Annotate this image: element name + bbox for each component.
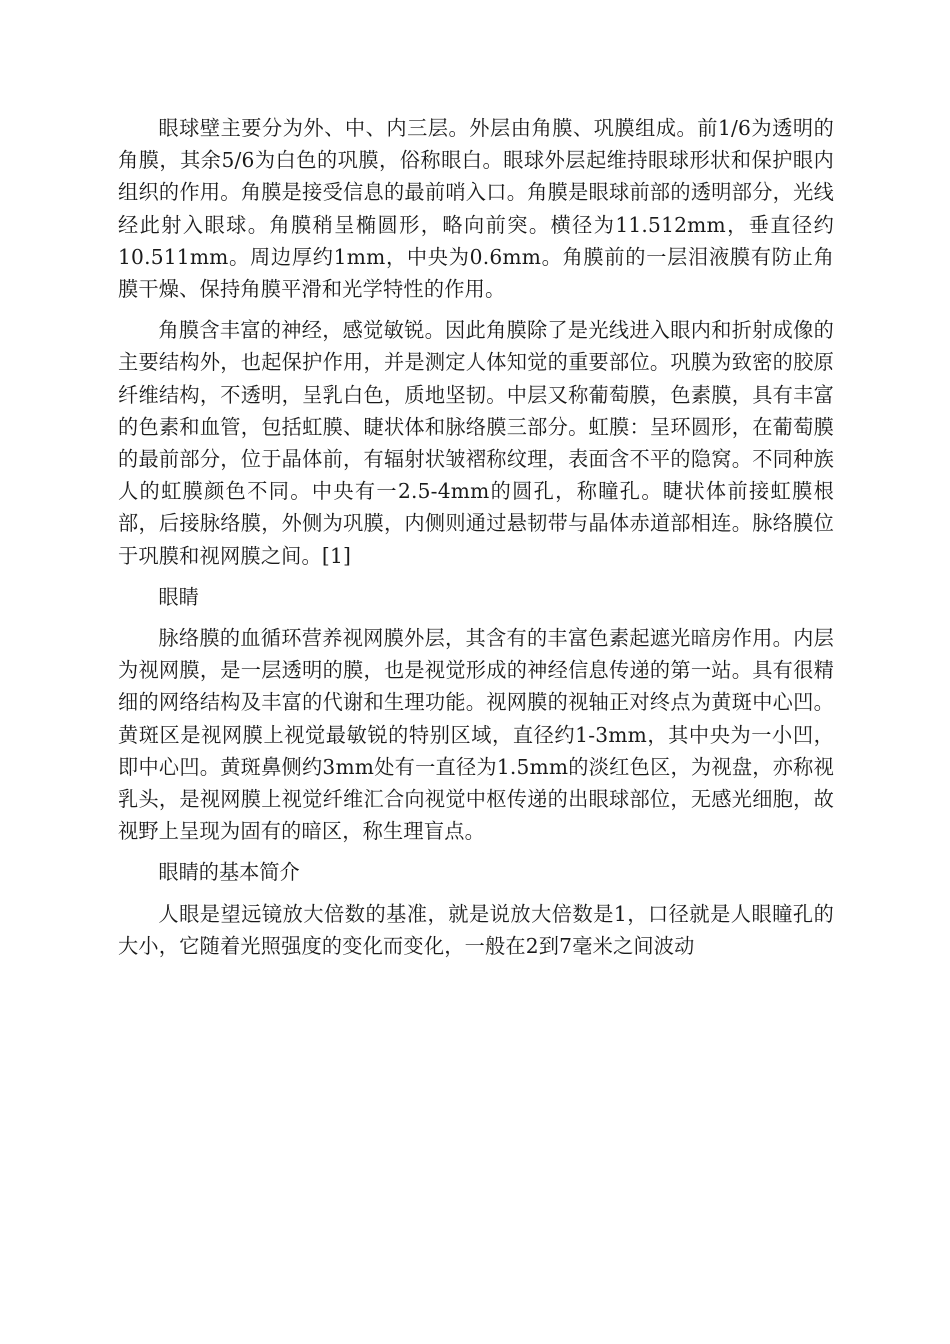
paragraph-cornea-nerves: 角膜含丰富的神经，感觉敏锐。因此角膜除了是光线进入眼内和折射成像的主要结构外，也起保护作用，并是测定人体知觉的重要部位。巩膜为致密的胶原纤维结构，不透明，呈乳白色，质地坚韧。中层又称葡萄膜，色素膜，具有丰富的色素和血管，包括虹膜、睫状体和脉络膜三部分。虹膜：呈环圆形，在葡萄膜的最前部分，位于晶体前，有辐射状皱褶称纹理，表面含不平的隐窝。不同种族人的虹膜颜色不同。中央有一2.5-4mm的圆孔，称瞳孔。睫状体前接虹膜根部，后接脉络膜，外侧为巩膜，内侧则通过悬韧带与晶体赤道部相连。脉络膜位于巩膜和视网膜之间。[1] — [118, 318, 834, 568]
section-heading-eye-intro: 眼睛的基本简介 — [158, 860, 300, 885]
document-page — [118, 112, 834, 971]
paragraph-eyeball-wall: 眼球壁主要分为外、中、内三层。外层由角膜、巩膜组成。前1/6为透明的角膜，其余5/6为白色的巩膜，俗称眼白。眼球外层起维持眼球形状和保护眼内组织的作用。角膜是接受信息的最前哨入口。角膜是眼球前部的透明部分，光线经此射入眼球。角膜稍呈椭圆形，略向前突。横径为11.512mm，垂直径约10.511mm。周边厚约1mm，中央为0.6mm。角膜前的一层泪液膜有防止角膜干燥、保持角膜平滑和光学特性的作用。 — [118, 116, 834, 302]
paragraph-choroid-retina: 脉络膜的血循环营养视网膜外层，其含有的丰富色素起遮光暗房作用。内层为视网膜，是一层透明的膜，也是视觉形成的神经信息传递的第一站。具有很精细的网络结构及丰富的代谢和生理功能。视网膜的视轴正对终点为黄斑中心凹。黄斑区是视网膜上视觉最敏锐的特别区域，直径约1-3mm，其中央为一小凹，即中心凹。黄斑鼻侧约3mm处有一直径为1.5mm的淡红色区，为视盘，亦称视乳头，是视网膜上视觉纤维汇合向视觉中枢传递的出眼球部位，无感光细胞，故视野上呈现为固有的暗区，称生理盲点。 — [118, 626, 834, 844]
paragraph-telescope-baseline: 人眼是望远镜放大倍数的基准，就是说放大倍数是1，口径就是人眼瞳孔的大小，它随着光照强度的变化而变化，一般在2到7毫米之间波动 — [118, 901, 834, 958]
section-heading-eyes: 眼睛 — [158, 584, 199, 609]
